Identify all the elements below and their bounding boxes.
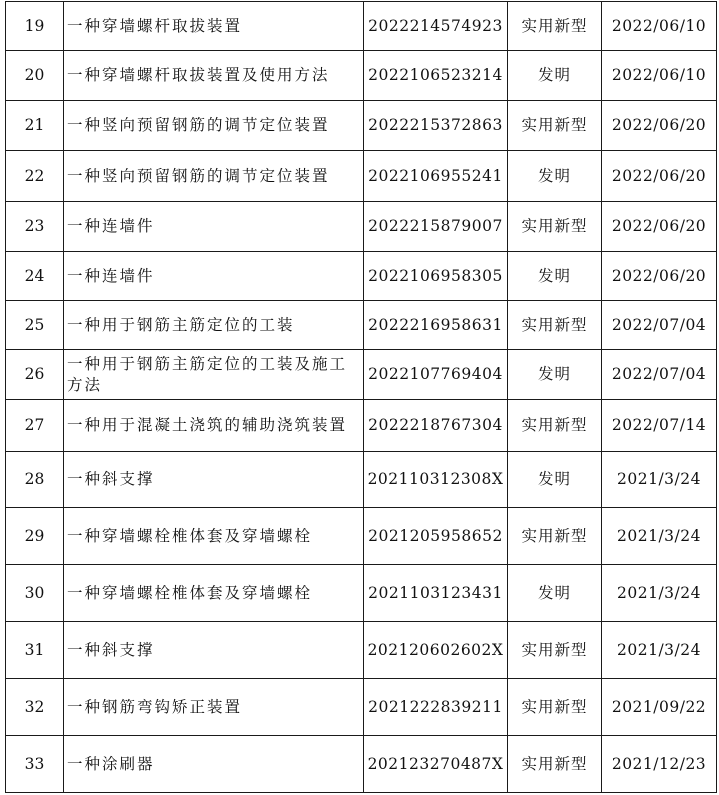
row-number: 22: [6, 151, 64, 202]
filing-date: 2022/06/20: [602, 202, 717, 252]
table-row: [6, 508, 717, 565]
filing-date: 2022/06/20: [602, 101, 717, 151]
filing-date: 2022/07/04: [602, 301, 717, 350]
patent-name: 一种穿墙螺杆取拔装置及使用方法: [64, 51, 364, 101]
filing-date: 2021/09/22: [602, 679, 717, 736]
application-number: 2022106523214: [364, 51, 508, 101]
filing-date: 2022/06/20: [602, 252, 717, 301]
filing-date: 2021/3/24: [602, 508, 717, 565]
table-row: [6, 202, 717, 252]
application-number: 2022216958631: [364, 301, 508, 350]
patent-name: 一种用于钢筋主筋定位的工装及施工方法: [64, 350, 364, 400]
table-row: [6, 252, 717, 301]
row-number: 24: [6, 252, 64, 301]
application-number: 2022215879007: [364, 202, 508, 252]
patent-type: 实用新型: [508, 202, 602, 252]
patent-type: 发明: [508, 565, 602, 622]
application-number: 2022218767304: [364, 400, 508, 452]
patent-name: 一种用于混凝土浇筑的辅助浇筑装置: [64, 400, 364, 452]
application-number: 2022106955241: [364, 151, 508, 202]
filing-date: 2021/3/24: [602, 565, 717, 622]
filing-date: 2022/07/14: [602, 400, 717, 452]
filing-date: 2021/3/24: [602, 622, 717, 679]
application-number: 202110312308X: [364, 452, 508, 508]
table-row: [6, 301, 717, 350]
table-row: [6, 679, 717, 736]
patent-name: 一种斜支撑: [64, 622, 364, 679]
table-row: [6, 101, 717, 151]
patent-type: 实用新型: [508, 301, 602, 350]
patent-type: 实用新型: [508, 679, 602, 736]
patent-name: 一种用于钢筋主筋定位的工装: [64, 301, 364, 350]
table-row: [6, 2, 717, 51]
table-row: [6, 622, 717, 679]
row-number: 30: [6, 565, 64, 622]
row-number: 20: [6, 51, 64, 101]
application-number: 202123270487X: [364, 736, 508, 793]
table-row: [6, 565, 717, 622]
patent-name: 一种穿墙螺栓椎体套及穿墙螺栓: [64, 508, 364, 565]
application-number: 2022106958305: [364, 252, 508, 301]
row-number: 28: [6, 452, 64, 508]
patent-type: 实用新型: [508, 736, 602, 793]
application-number: 2021205958652: [364, 508, 508, 565]
application-number: 2021222839211: [364, 679, 508, 736]
row-number: 21: [6, 101, 64, 151]
patent-name: 一种穿墙螺杆取拔装置: [64, 2, 364, 51]
table-row: [6, 452, 717, 508]
patent-table-body: [6, 2, 717, 793]
row-number: 32: [6, 679, 64, 736]
patent-name: 一种竖向预留钢筋的调节定位装置: [64, 101, 364, 151]
patent-name: 一种连墙件: [64, 202, 364, 252]
patent-name: 一种连墙件: [64, 252, 364, 301]
application-number: 2022215372863: [364, 101, 508, 151]
filing-date: 2021/3/24: [602, 452, 717, 508]
table-row: [6, 350, 717, 400]
row-number: 33: [6, 736, 64, 793]
filing-date: 2022/07/04: [602, 350, 717, 400]
table-row: [6, 151, 717, 202]
application-number: 2021103123431: [364, 565, 508, 622]
row-number: 25: [6, 301, 64, 350]
filing-date: 2022/06/10: [602, 2, 717, 51]
patent-type: 实用新型: [508, 101, 602, 151]
filing-date: 2022/06/10: [602, 51, 717, 101]
patent-type: 实用新型: [508, 622, 602, 679]
application-number: 202120602602X: [364, 622, 508, 679]
row-number: 31: [6, 622, 64, 679]
patent-type: 发明: [508, 452, 602, 508]
table-row: [6, 400, 717, 452]
row-number: 26: [6, 350, 64, 400]
patent-type: 发明: [508, 350, 602, 400]
patent-type: 实用新型: [508, 2, 602, 51]
patent-name: 一种竖向预留钢筋的调节定位装置: [64, 151, 364, 202]
application-number: 2022107769404: [364, 350, 508, 400]
row-number: 27: [6, 400, 64, 452]
patent-name: 一种穿墙螺栓椎体套及穿墙螺栓: [64, 565, 364, 622]
row-number: 29: [6, 508, 64, 565]
patent-table: [5, 1, 717, 793]
patent-type: 实用新型: [508, 508, 602, 565]
patent-type: 发明: [508, 51, 602, 101]
table-row: [6, 51, 717, 101]
patent-type: 发明: [508, 151, 602, 202]
application-number: 2022214574923: [364, 2, 508, 51]
patent-name: 一种涂刷器: [64, 736, 364, 793]
patent-type: 发明: [508, 252, 602, 301]
patent-name: 一种斜支撑: [64, 452, 364, 508]
patent-type: 实用新型: [508, 400, 602, 452]
filing-date: 2021/12/23: [602, 736, 717, 793]
patent-name: 一种钢筋弯钩矫正装置: [64, 679, 364, 736]
table-row: [6, 736, 717, 793]
row-number: 19: [6, 2, 64, 51]
row-number: 23: [6, 202, 64, 252]
filing-date: 2022/06/20: [602, 151, 717, 202]
